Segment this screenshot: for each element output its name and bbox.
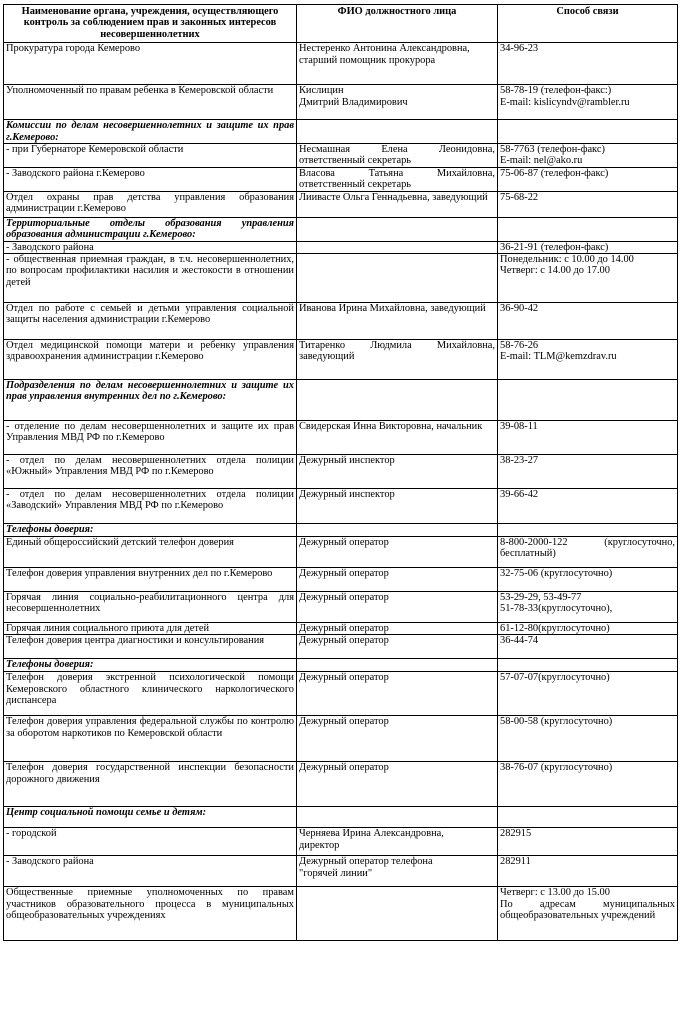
contact-line: 8-800-2000-122 (круглосуточно, бесплатный)	[500, 537, 675, 560]
organization-cell: - Заводского района г.Кемерово	[4, 168, 297, 192]
contact-cell	[498, 455, 678, 489]
contact-line: 75-06-87 (телефон-факс)	[500, 168, 609, 180]
organization-cell: Отдел по работе с семьей и детьми управления социальной защиты населения администрации г.Кемерово	[4, 303, 297, 340]
contacts-table	[3, 4, 678, 941]
official-line: Дежурный оператор	[299, 537, 389, 549]
organization-cell: - при Губернаторе Кемеровской области	[4, 144, 297, 168]
contact-line: 61-12-80(круглосуточно)	[500, 623, 610, 635]
section-empty-cell-2	[297, 659, 498, 672]
contact-cell	[498, 537, 678, 568]
organization-cell: Горячая линия социального приюта для детей	[4, 623, 297, 635]
official-cell	[297, 856, 498, 887]
organization-cell: Телефон доверия государственной инспекции безопасности дорожного движения	[4, 762, 297, 807]
contact-cell	[498, 856, 678, 887]
section-empty-cell-2	[297, 380, 498, 421]
official-cell	[297, 168, 498, 192]
contact-cell	[498, 340, 678, 380]
table-row	[4, 635, 678, 659]
contact-line: Четверг: с 14.00 до 17.00	[500, 265, 610, 277]
contact-cell	[498, 672, 678, 716]
section-row	[4, 807, 678, 828]
official-line: Дежурный оператор	[299, 716, 389, 728]
contact-line: 39-66-42	[500, 489, 539, 501]
contact-line: 53-29-29, 53-49-77	[500, 592, 582, 604]
official-cell	[297, 254, 498, 303]
organization-cell: Горячая линия социально-реабилитационного центра для несовершеннолетних	[4, 592, 297, 623]
official-cell	[297, 421, 498, 455]
official-cell	[297, 455, 498, 489]
organization-cell: - отделение по делам несовершеннолетних и защите их прав Управления МВД РФ по г.Кемерово	[4, 421, 297, 455]
table-row	[4, 85, 678, 120]
official-cell	[297, 762, 498, 807]
header-contact-method: Способ связи	[498, 5, 678, 43]
table-row	[4, 191, 678, 217]
contact-cell	[498, 828, 678, 856]
contact-line: 36-21-91 (телефон-факс)	[500, 241, 609, 253]
official-cell	[297, 489, 498, 524]
section-title: Телефоны доверия:	[4, 524, 297, 537]
contact-cell	[498, 254, 678, 303]
table-row	[4, 421, 678, 455]
official-line: Нестеренко Антонина Александровна,	[299, 43, 470, 55]
official-line: Дежурный оператор	[299, 592, 389, 604]
official-cell	[297, 537, 498, 568]
official-line: старший помощник прокурора	[299, 54, 436, 66]
section-empty-cell-3	[498, 659, 678, 672]
official-cell	[297, 828, 498, 856]
contact-line: 75-68-22	[500, 191, 539, 203]
official-cell	[297, 568, 498, 592]
organization-cell: Отдел охраны прав детства управления образования администрации г.Кемерово	[4, 191, 297, 217]
organization-cell: - Заводского района	[4, 241, 297, 253]
table-row	[4, 623, 678, 635]
contact-cell	[498, 43, 678, 85]
official-cell	[297, 635, 498, 659]
official-cell	[297, 144, 498, 168]
contact-line: 36-90-42	[500, 303, 539, 315]
organization-cell: - общественная приемная граждан, в т.ч. несовершеннолетних, по вопросам профилактики насилия и жестокости в отношении детей	[4, 254, 297, 303]
official-line: Дмитрий Владимирович	[299, 96, 408, 108]
organization-cell: Отдел медицинской помощи матери и ребенку управления здравоохранения администрации г.Кемерово	[4, 340, 297, 380]
contact-cell	[498, 168, 678, 192]
official-line: Дежурный инспектор	[299, 489, 395, 501]
contact-line: 51-78-33(круглосуточно),	[500, 603, 613, 615]
organization-cell: Единый общероссийский детский телефон доверия	[4, 537, 297, 568]
table-row	[4, 241, 678, 253]
table-row	[4, 716, 678, 762]
contact-line: E-mail: nel@ako.ru	[500, 155, 583, 167]
section-title: Комиссии по делам несовершеннолетних и защите их прав г.Кемерово:	[4, 120, 297, 144]
section-title: Телефоны доверия:	[4, 659, 297, 672]
contact-line: 32-75-06 (круглосуточно)	[500, 568, 613, 580]
contact-cell	[498, 85, 678, 120]
section-empty-cell-2	[297, 524, 498, 537]
contact-line: E-mail: TLM@kemzdrav.ru	[500, 351, 617, 363]
contact-line: 39-08-11	[500, 421, 538, 433]
table-row	[4, 455, 678, 489]
contact-line: Четверг: с 13.00 до 15.00	[500, 887, 610, 899]
table-row	[4, 254, 678, 303]
table-row	[4, 672, 678, 716]
contact-line: 58-7763 (телефон-факс)	[500, 144, 605, 156]
official-line: Дежурный оператор	[299, 672, 389, 684]
official-line: Дежурный оператор телефона	[299, 856, 433, 868]
contact-cell	[498, 568, 678, 592]
contact-line: 282915	[500, 828, 532, 840]
table-row	[4, 568, 678, 592]
section-empty-cell-2	[297, 120, 498, 144]
contact-cell	[498, 623, 678, 635]
official-line: Несмашная Елена Леонидовна, ответственный секретарь	[299, 144, 495, 167]
official-cell	[297, 716, 498, 762]
official-line: Свидерская Инна Викторовна, начальник	[299, 421, 483, 433]
table-row	[4, 340, 678, 380]
organization-cell: Общественные приемные уполномоченных по правам участников образовательного процесса в муниципальных общеобразовательных учреждениях	[4, 887, 297, 941]
contact-cell	[498, 887, 678, 941]
contact-line: 58-76-26	[500, 340, 539, 352]
organization-cell: Уполномоченный по правам ребенка в Кемеровской области	[4, 85, 297, 120]
official-cell	[297, 85, 498, 120]
section-empty-cell-3	[498, 524, 678, 537]
table-row	[4, 489, 678, 524]
contact-line: 282911	[500, 856, 531, 868]
contact-cell	[498, 489, 678, 524]
official-line: Дежурный оператор	[299, 762, 389, 774]
table-row	[4, 43, 678, 85]
contact-line: 38-23-27	[500, 455, 539, 467]
contact-line: 34-96-23	[500, 43, 539, 55]
table-body	[4, 43, 678, 941]
contact-cell	[498, 716, 678, 762]
official-line: Дежурный инспектор	[299, 455, 395, 467]
contact-cell	[498, 144, 678, 168]
official-cell	[297, 43, 498, 85]
section-title: Территориальные отделы образования управления образования администрации г.Кемерово:	[4, 217, 297, 241]
table-row	[4, 592, 678, 623]
organization-cell: Телефон доверия управления внутренних дел по г.Кемерово	[4, 568, 297, 592]
table-row	[4, 144, 678, 168]
table-row	[4, 303, 678, 340]
table-row	[4, 168, 678, 192]
organization-cell: - Заводского района	[4, 856, 297, 887]
contact-cell	[498, 421, 678, 455]
contact-line: 57-07-07(круглосуточно)	[500, 672, 610, 684]
contact-cell	[498, 762, 678, 807]
table-row	[4, 537, 678, 568]
contact-line: По адресам муниципальных общеобразовательных учреждений	[500, 898, 675, 922]
official-cell	[297, 191, 498, 217]
contact-line: 38-76-07 (круглосуточно)	[500, 762, 613, 774]
organization-cell: - отдел по делам несовершеннолетних отдела полиции «Южный» Управления МВД РФ по г.Кемерово	[4, 455, 297, 489]
contact-line: 58-00-58 (круглосуточно)	[500, 716, 613, 728]
table-row	[4, 856, 678, 887]
official-line: Дежурный оператор	[299, 623, 389, 635]
organization-cell: Телефон доверия экстренной психологической помощи Кемеровского областного клинического наркологического диспансера	[4, 672, 297, 716]
official-line: Кислицин	[299, 85, 344, 97]
official-cell	[297, 241, 498, 253]
official-cell	[297, 623, 498, 635]
section-empty-cell-3	[498, 217, 678, 241]
official-line: Иванова Ирина Михайловна, заведующий	[299, 303, 486, 315]
official-cell	[297, 672, 498, 716]
organization-cell: Телефон доверия центра диагностики и консультирования	[4, 635, 297, 659]
section-row	[4, 217, 678, 241]
organization-cell: Телефон доверия управления федеральной службы по контролю за оборотом наркотиков по Кемеровской области	[4, 716, 297, 762]
contact-cell	[498, 191, 678, 217]
official-cell	[297, 303, 498, 340]
section-empty-cell-3	[498, 807, 678, 828]
header-official-name: ФИО должностного лица	[297, 5, 498, 43]
contact-line: Понедельник: с 10.00 до 14.00	[500, 254, 634, 266]
section-title: Центр социальной помощи семье и детям:	[4, 807, 297, 828]
official-line: Титаренко Людмила Михайловна, заведующий	[299, 340, 495, 363]
organization-cell: Прокуратура города Кемерово	[4, 43, 297, 85]
contact-cell	[498, 241, 678, 253]
section-row	[4, 380, 678, 421]
contact-cell	[498, 635, 678, 659]
official-line: "горячей линии"	[299, 867, 373, 879]
contact-line: 36-44-74	[500, 635, 539, 647]
table-row	[4, 887, 678, 941]
section-empty-cell-2	[297, 807, 498, 828]
section-row	[4, 659, 678, 672]
official-cell	[297, 592, 498, 623]
section-empty-cell-3	[498, 120, 678, 144]
official-line: Лиивасте Ольга Геннадьевна, заведующий	[299, 191, 488, 203]
table-header-row	[4, 5, 678, 43]
section-empty-cell-3	[498, 380, 678, 421]
official-line: Черняева Ирина Александровна,	[299, 828, 444, 840]
official-line: Дежурный оператор	[299, 568, 389, 580]
official-cell	[297, 887, 498, 941]
header-organization: Наименование органа, учреждения, осуществляющего контроль за соблюдением прав и законных интересов несовершеннолетних	[4, 5, 297, 43]
contact-line: 58-78-19 (телефон-факс:)	[500, 85, 612, 97]
table-row	[4, 762, 678, 807]
official-line: директор	[299, 839, 340, 851]
organization-cell: - отдел по делам несовершеннолетних отдела полиции «Заводский» Управления МВД РФ по г.Кемерово	[4, 489, 297, 524]
section-title: Подразделения по делам несовершеннолетних и защите их прав управления внутренних дел по г.Кемерово:	[4, 380, 297, 421]
organization-cell: - городской	[4, 828, 297, 856]
section-empty-cell-2	[297, 217, 498, 241]
official-cell	[297, 340, 498, 380]
contact-cell	[498, 303, 678, 340]
contact-cell	[498, 592, 678, 623]
section-row	[4, 524, 678, 537]
official-line: Дежурный оператор	[299, 635, 389, 647]
section-row	[4, 120, 678, 144]
official-line: Власова Татьяна Михайловна, ответственный секретарь	[299, 168, 495, 191]
table-row	[4, 828, 678, 856]
contact-line: E-mail: kislicyndv@rambler.ru	[500, 96, 630, 108]
